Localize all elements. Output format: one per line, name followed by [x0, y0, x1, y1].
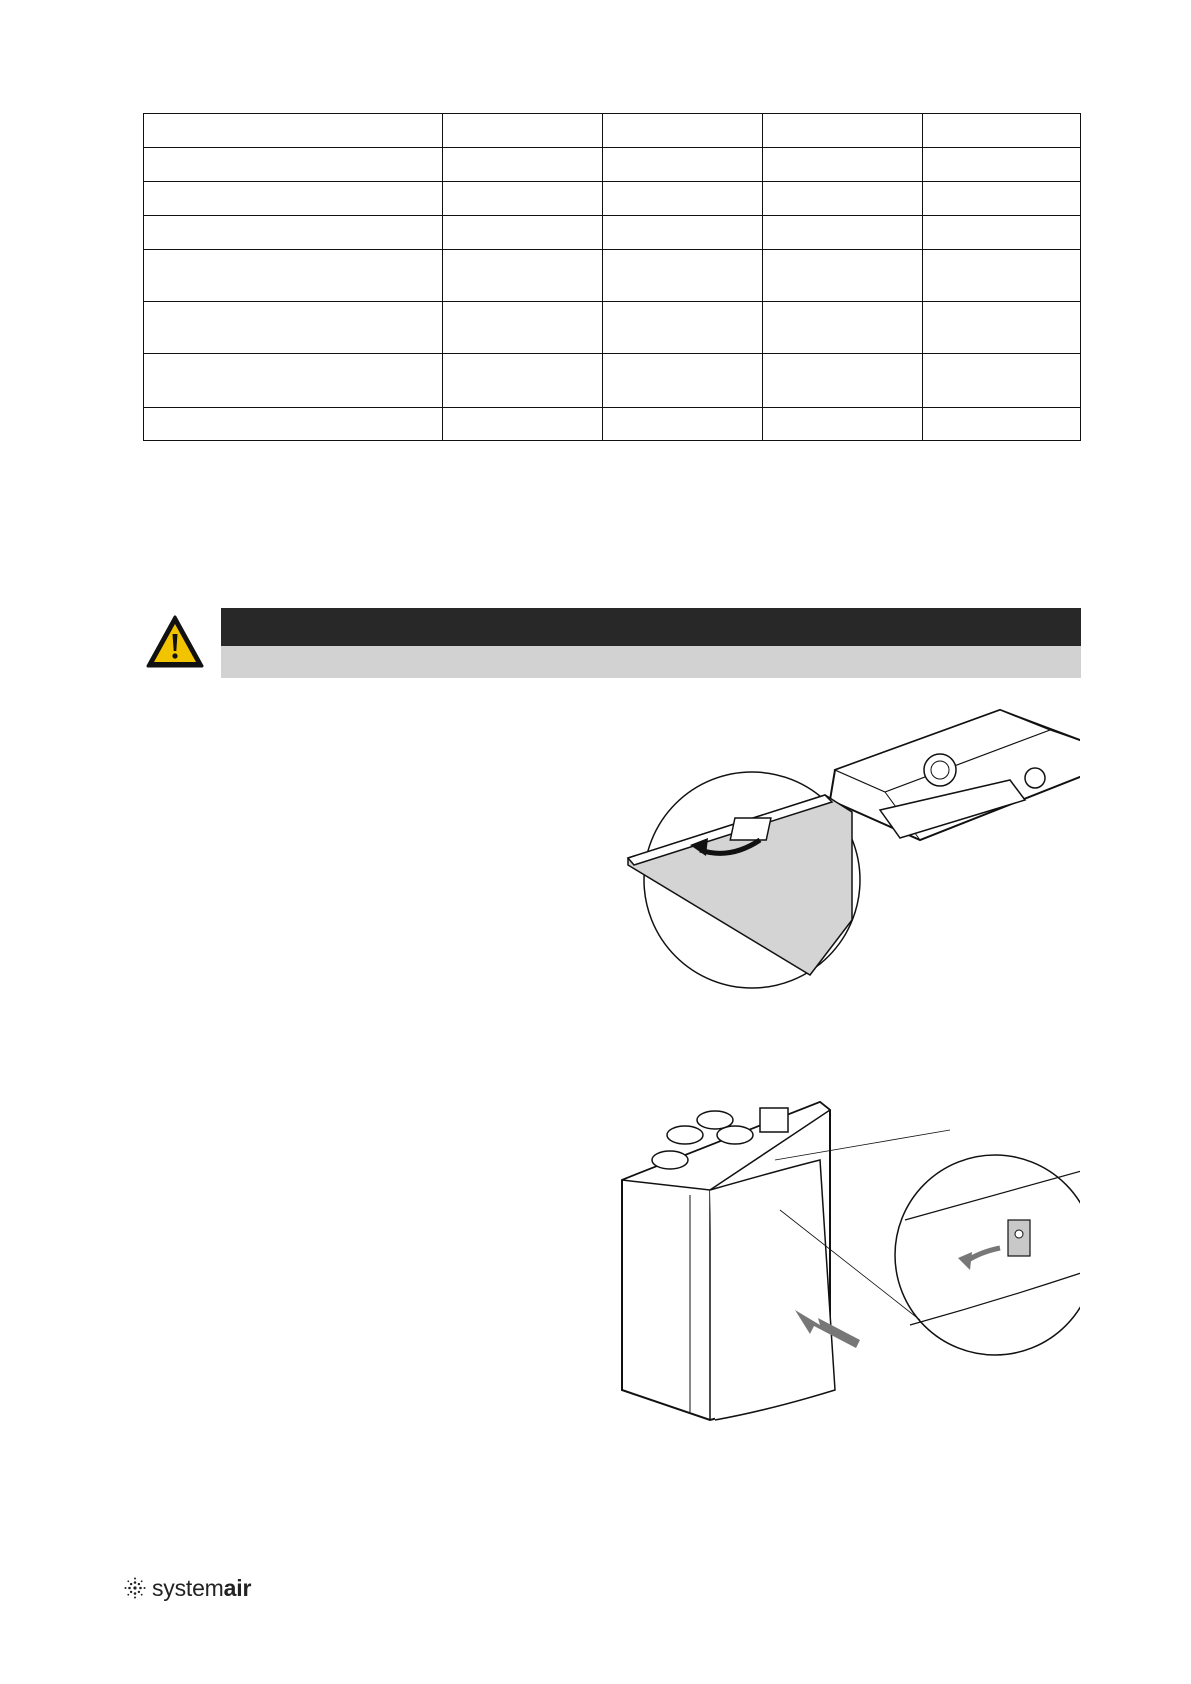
table-cell — [763, 354, 923, 408]
table-cell — [763, 302, 923, 354]
table-cell — [763, 408, 923, 441]
table-cell — [443, 182, 603, 216]
table-cell — [144, 250, 443, 302]
table-cell — [923, 114, 1081, 148]
table-cell — [144, 148, 443, 182]
table-cell — [763, 216, 923, 250]
table-cell — [443, 302, 603, 354]
table-row — [144, 302, 1081, 354]
table-cell — [603, 182, 763, 216]
table-row — [144, 354, 1081, 408]
table-cell — [763, 148, 923, 182]
table-row — [144, 408, 1081, 441]
systemair-dot-logo-icon — [124, 1577, 146, 1599]
table-cell — [603, 408, 763, 441]
table-cell — [144, 114, 443, 148]
table-cell — [923, 408, 1081, 441]
warning-body-bar — [221, 646, 1081, 678]
table-row — [144, 216, 1081, 250]
systemair-wordmark: systemair — [152, 1574, 252, 1601]
table-cell — [443, 114, 603, 148]
unit-door-illustration — [620, 1100, 1080, 1430]
table-cell — [443, 408, 603, 441]
table-row — [144, 182, 1081, 216]
table-cell — [923, 250, 1081, 302]
table-cell — [443, 354, 603, 408]
table-cell — [144, 216, 443, 250]
table-row — [144, 148, 1081, 182]
table-cell — [603, 114, 763, 148]
warning-triangle-icon — [145, 614, 205, 670]
table-cell — [603, 354, 763, 408]
filter-cover-illustration — [620, 700, 1080, 1000]
table-cell — [144, 408, 443, 441]
table-cell — [923, 182, 1081, 216]
table-cell — [144, 182, 443, 216]
table-cell — [603, 250, 763, 302]
systemair-logo — [124, 1574, 251, 1602]
warning-title-bar — [221, 608, 1081, 646]
table-cell — [763, 250, 923, 302]
table-cell — [603, 148, 763, 182]
specification-table — [143, 113, 1081, 441]
table-cell — [923, 354, 1081, 408]
table-cell — [144, 354, 443, 408]
table-cell — [923, 148, 1081, 182]
table-cell — [923, 302, 1081, 354]
table-cell — [763, 114, 923, 148]
table-cell — [763, 182, 923, 216]
warning-block — [145, 608, 1081, 680]
table-cell — [603, 216, 763, 250]
table-cell — [443, 250, 603, 302]
table-row — [144, 114, 1081, 148]
table-row — [144, 250, 1081, 302]
table-cell — [923, 216, 1081, 250]
table-cell — [443, 148, 603, 182]
table-cell — [443, 216, 603, 250]
table-cell — [603, 302, 763, 354]
table-cell — [144, 302, 443, 354]
